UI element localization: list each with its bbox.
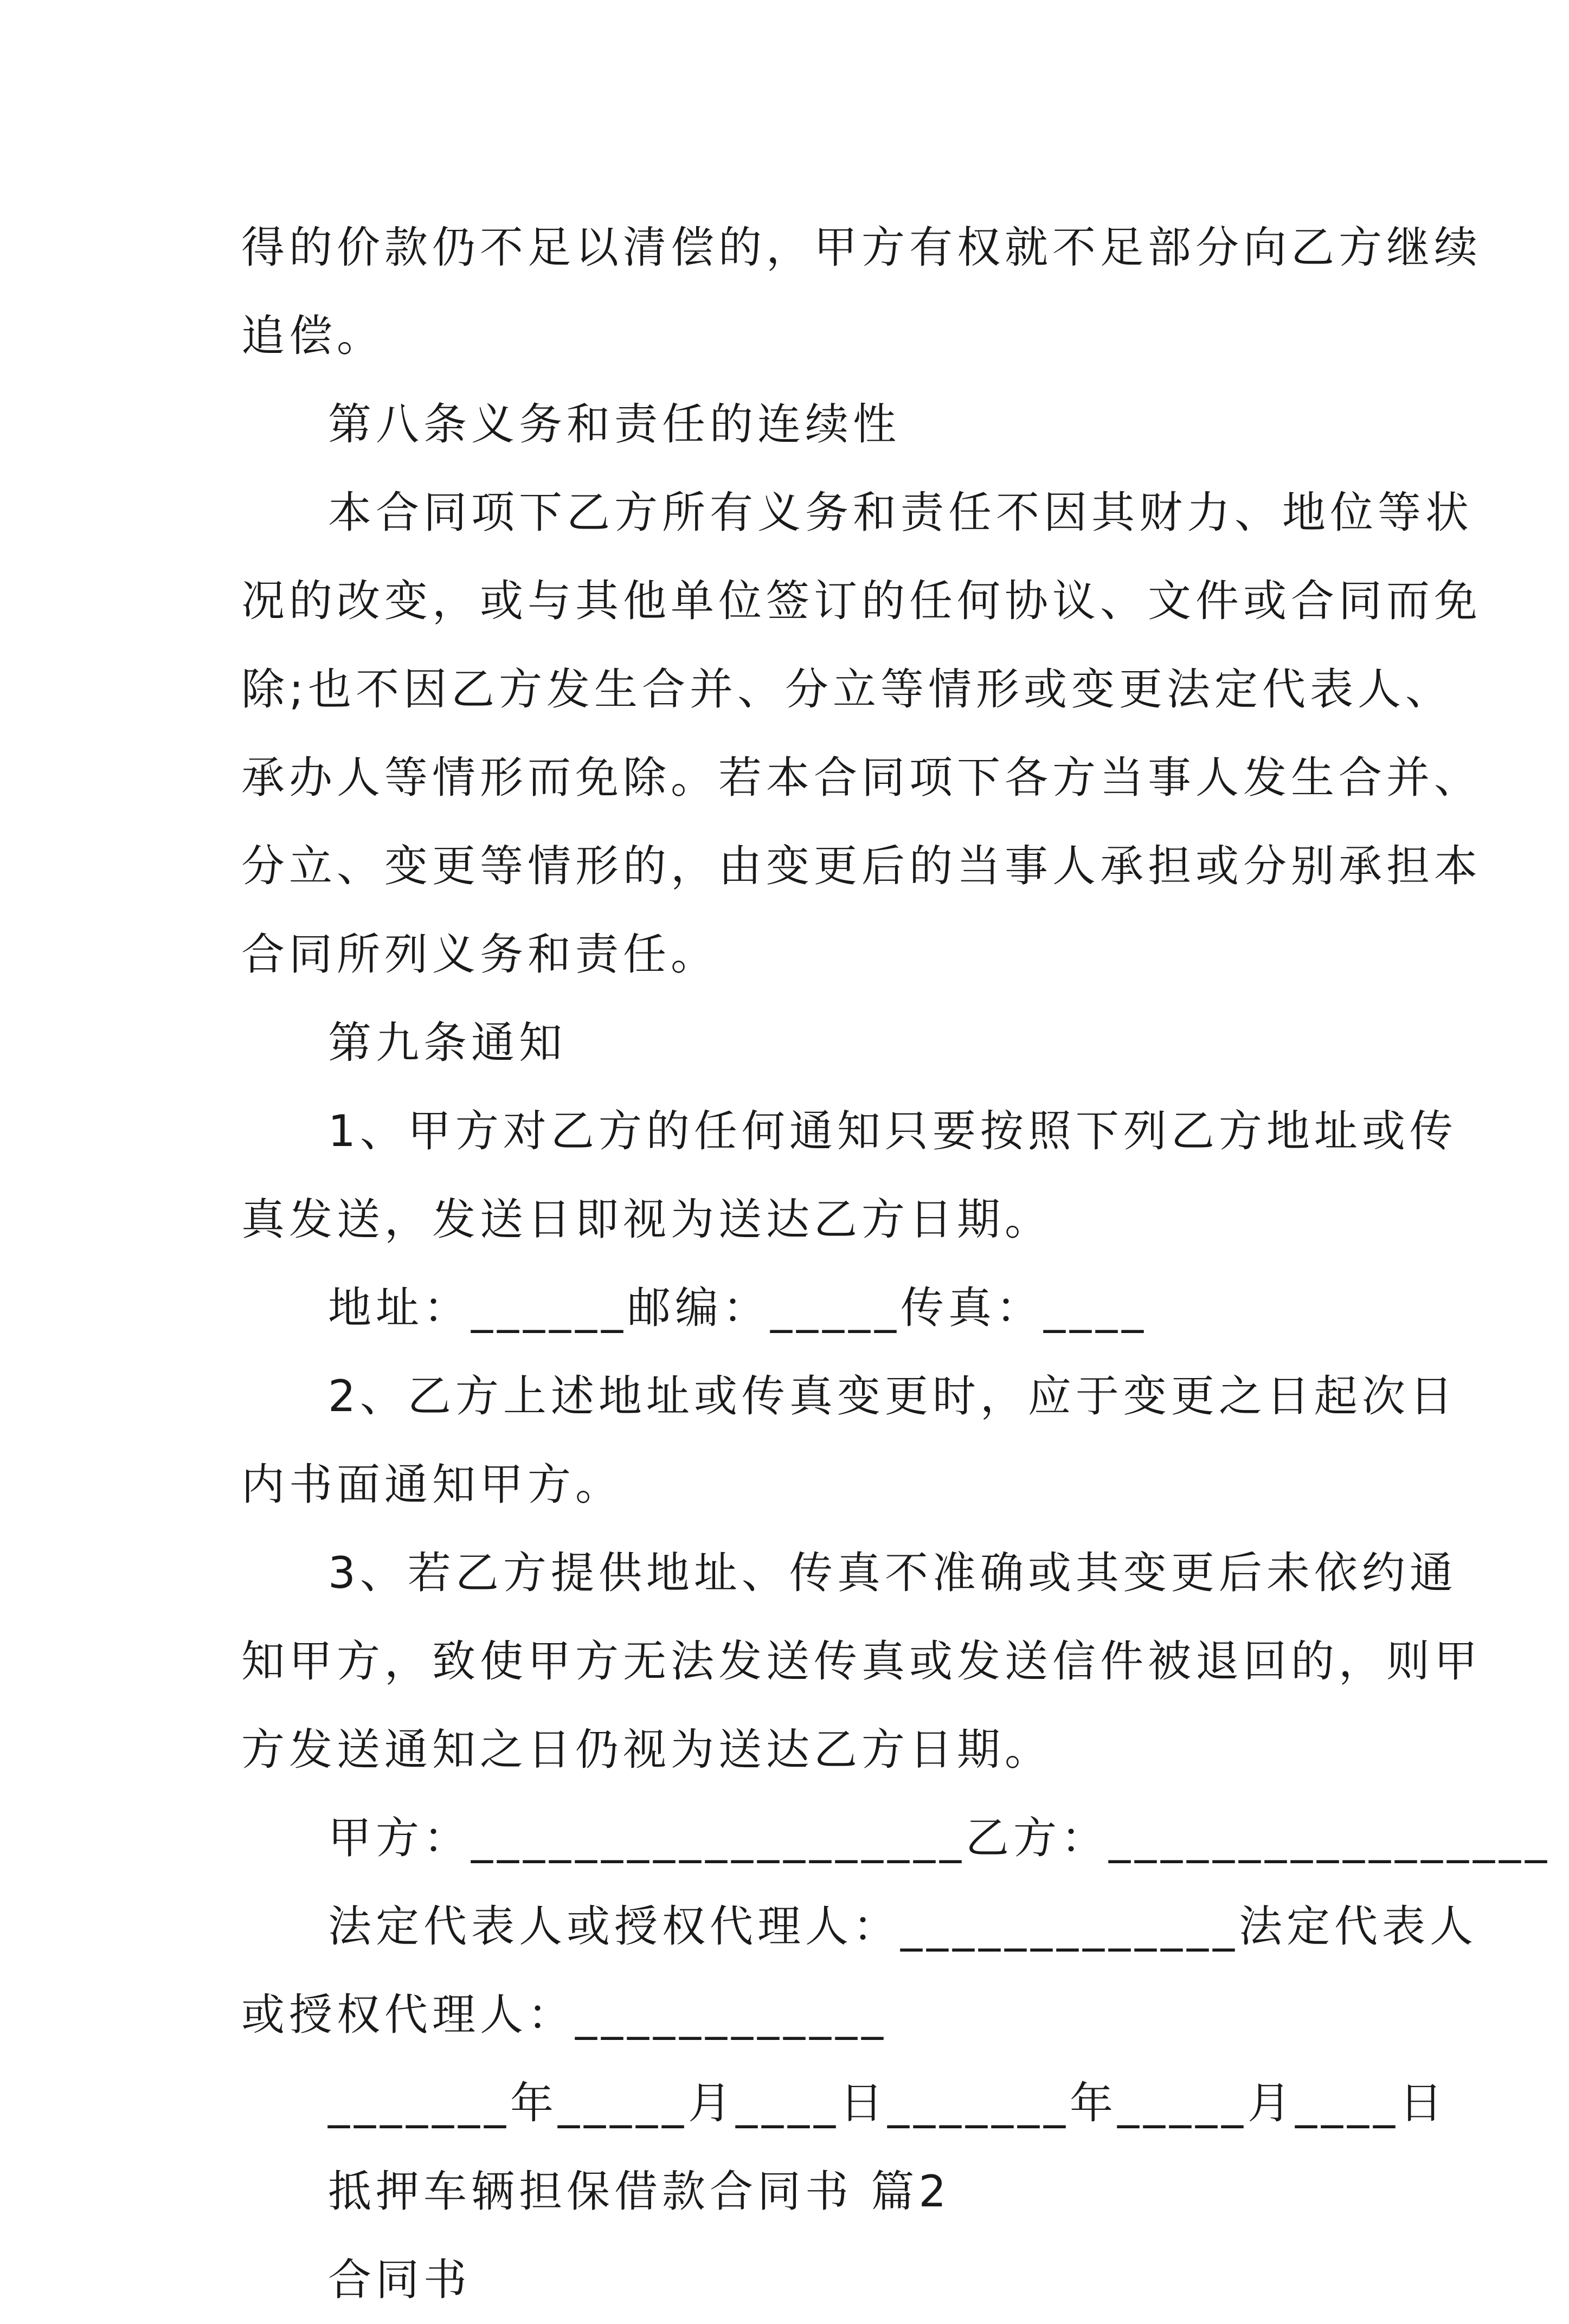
article-heading: 第九条通知: [328, 1018, 567, 1068]
paragraph-line: 况的改变，或与其他单位签订的任何协议、文件或合同而免: [241, 576, 1482, 626]
paragraph-line: 知甲方，致使甲方无法发送传真或发送信件被退回的，则甲: [241, 1636, 1482, 1686]
paragraph-line: 分立、变更等情形的，由变更后的当事人承担或分别承担本: [241, 841, 1482, 891]
address-fields: 地址：______邮编：_____传真：____: [328, 1283, 1148, 1333]
representative-fields: 或授权代理人：____________: [241, 1990, 888, 2040]
paragraph-line: 本合同项下乙方所有义务和责任不因其财力、地位等状: [328, 487, 1473, 538]
paragraph-line: 1、甲方对乙方的任何通知只要按照下列乙方地址或传: [328, 1106, 1457, 1156]
paragraph-line: 得的价款仍不足以清偿的，甲方有权就不足部分向乙方继续: [241, 222, 1482, 273]
section-subtitle: 合同书: [328, 2255, 471, 2305]
paragraph-line: 合同所列义务和责任。: [241, 929, 718, 980]
date-fields: _______年_____月____日_______年_____月____日: [328, 2078, 1447, 2128]
paragraph-line: 承办人等情形而免除。若本合同项下各方当事人发生合并、: [241, 752, 1482, 803]
paragraph-line: 真发送，发送日即视为送达乙方日期。: [241, 1194, 1052, 1245]
article-heading: 第八条义务和责任的连续性: [328, 399, 901, 449]
section-title: 抵押车辆担保借款合同书 篇2: [328, 2166, 951, 2217]
document-body: [241, 203, 1551, 2324]
paragraph-line: 3、若乙方提供地址、传真不准确或其变更后未依约通: [328, 1548, 1457, 1598]
party-signature-fields: 甲方：___________________乙方：_________________: [328, 1813, 1551, 1863]
paragraph-line: 方发送通知之日仍视为送达乙方日期。: [241, 1724, 1052, 1775]
paragraph-line: 内书面通知甲方。: [241, 1459, 623, 1510]
paragraph-line: 2、乙方上述地址或传真变更时，应于变更之日起次日: [328, 1371, 1457, 1421]
paragraph-line: 除;也不因乙方发生合并、分立等情形或变更法定代表人、: [241, 664, 1453, 714]
representative-fields: 法定代表人或授权代理人：_____________法定代表人: [328, 1901, 1477, 1952]
paragraph-line: 追偿。: [241, 311, 384, 361]
